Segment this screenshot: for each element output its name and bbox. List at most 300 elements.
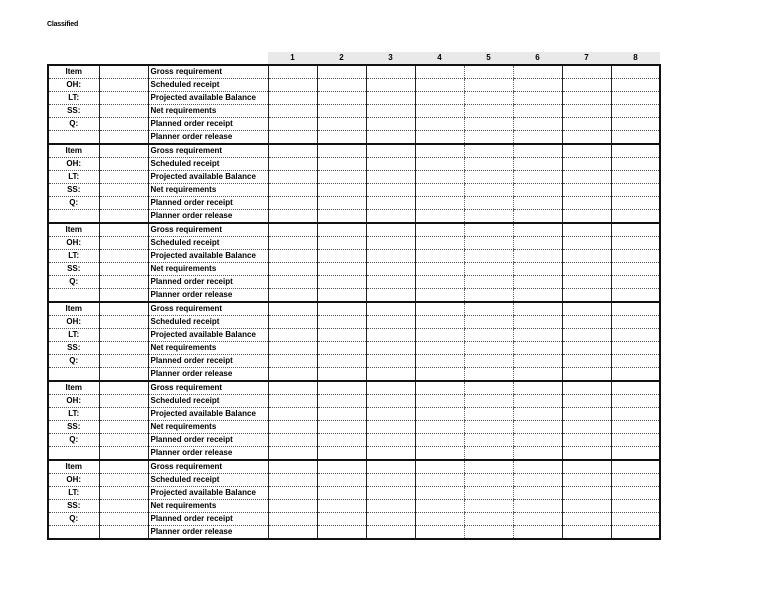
- period-cell[interactable]: [513, 65, 562, 79]
- period-cell[interactable]: [366, 316, 415, 329]
- period-cell[interactable]: [268, 105, 317, 118]
- period-cell[interactable]: [562, 144, 611, 158]
- period-cell[interactable]: [611, 144, 660, 158]
- period-cell[interactable]: [415, 79, 464, 92]
- period-cell[interactable]: [562, 408, 611, 421]
- period-cell[interactable]: [317, 355, 366, 368]
- period-cell[interactable]: [366, 276, 415, 289]
- period-cell[interactable]: [513, 474, 562, 487]
- param-value-cell[interactable]: [99, 381, 148, 395]
- period-cell[interactable]: [268, 65, 317, 79]
- param-value-cell[interactable]: [99, 105, 148, 118]
- period-cell[interactable]: [611, 526, 660, 540]
- period-cell[interactable]: [513, 105, 562, 118]
- period-cell[interactable]: [366, 434, 415, 447]
- period-cell[interactable]: [268, 289, 317, 303]
- param-value-cell[interactable]: [99, 434, 148, 447]
- period-cell[interactable]: [366, 263, 415, 276]
- period-cell[interactable]: [415, 500, 464, 513]
- period-cell[interactable]: [562, 342, 611, 355]
- period-cell[interactable]: [513, 342, 562, 355]
- param-value-cell[interactable]: [99, 329, 148, 342]
- period-cell[interactable]: [415, 460, 464, 474]
- period-cell[interactable]: [611, 92, 660, 105]
- period-cell[interactable]: [464, 368, 513, 382]
- period-cell[interactable]: [366, 395, 415, 408]
- period-cell[interactable]: [415, 131, 464, 145]
- period-cell[interactable]: [611, 368, 660, 382]
- period-cell[interactable]: [366, 171, 415, 184]
- period-cell[interactable]: [317, 395, 366, 408]
- param-value-cell[interactable]: [99, 460, 148, 474]
- period-cell[interactable]: [415, 250, 464, 263]
- period-cell[interactable]: [611, 118, 660, 131]
- period-cell[interactable]: [513, 197, 562, 210]
- period-cell[interactable]: [317, 118, 366, 131]
- period-cell[interactable]: [464, 434, 513, 447]
- period-cell[interactable]: [366, 447, 415, 461]
- period-cell[interactable]: [415, 342, 464, 355]
- period-cell[interactable]: [317, 276, 366, 289]
- period-cell[interactable]: [317, 105, 366, 118]
- period-cell[interactable]: [562, 289, 611, 303]
- period-cell[interactable]: [317, 526, 366, 540]
- period-cell[interactable]: [611, 210, 660, 224]
- period-cell[interactable]: [562, 395, 611, 408]
- period-cell[interactable]: [366, 79, 415, 92]
- param-value-cell[interactable]: [99, 276, 148, 289]
- period-cell[interactable]: [562, 79, 611, 92]
- period-cell[interactable]: [464, 447, 513, 461]
- period-cell[interactable]: [268, 131, 317, 145]
- period-cell[interactable]: [513, 210, 562, 224]
- period-cell[interactable]: [611, 302, 660, 316]
- period-cell[interactable]: [268, 250, 317, 263]
- period-cell[interactable]: [562, 316, 611, 329]
- period-cell[interactable]: [317, 408, 366, 421]
- period-cell[interactable]: [415, 408, 464, 421]
- period-cell[interactable]: [415, 158, 464, 171]
- period-cell[interactable]: [415, 276, 464, 289]
- period-cell[interactable]: [611, 316, 660, 329]
- period-cell[interactable]: [464, 408, 513, 421]
- period-cell[interactable]: [611, 197, 660, 210]
- period-cell[interactable]: [415, 210, 464, 224]
- period-cell[interactable]: [268, 395, 317, 408]
- period-cell[interactable]: [366, 197, 415, 210]
- period-cell[interactable]: [366, 460, 415, 474]
- period-cell[interactable]: [366, 289, 415, 303]
- period-cell[interactable]: [611, 395, 660, 408]
- period-cell[interactable]: [611, 408, 660, 421]
- period-cell[interactable]: [415, 223, 464, 237]
- period-cell[interactable]: [366, 131, 415, 145]
- period-cell[interactable]: [317, 144, 366, 158]
- period-cell[interactable]: [317, 316, 366, 329]
- period-cell[interactable]: [611, 381, 660, 395]
- period-cell[interactable]: [611, 487, 660, 500]
- period-cell[interactable]: [611, 434, 660, 447]
- period-cell[interactable]: [268, 118, 317, 131]
- period-cell[interactable]: [268, 381, 317, 395]
- period-cell[interactable]: [464, 158, 513, 171]
- period-cell[interactable]: [562, 381, 611, 395]
- param-value-cell[interactable]: [99, 92, 148, 105]
- period-cell[interactable]: [415, 513, 464, 526]
- param-value-cell[interactable]: [99, 184, 148, 197]
- period-cell[interactable]: [366, 92, 415, 105]
- period-cell[interactable]: [268, 355, 317, 368]
- period-cell[interactable]: [562, 368, 611, 382]
- period-cell[interactable]: [464, 171, 513, 184]
- period-cell[interactable]: [464, 500, 513, 513]
- period-cell[interactable]: [464, 131, 513, 145]
- period-cell[interactable]: [317, 171, 366, 184]
- period-cell[interactable]: [562, 513, 611, 526]
- period-cell[interactable]: [415, 329, 464, 342]
- period-cell[interactable]: [268, 368, 317, 382]
- period-cell[interactable]: [317, 158, 366, 171]
- period-cell[interactable]: [366, 237, 415, 250]
- param-value-cell[interactable]: [99, 355, 148, 368]
- period-cell[interactable]: [317, 421, 366, 434]
- period-cell[interactable]: [415, 474, 464, 487]
- period-cell[interactable]: [317, 237, 366, 250]
- period-cell[interactable]: [562, 197, 611, 210]
- period-cell[interactable]: [415, 92, 464, 105]
- period-cell[interactable]: [268, 210, 317, 224]
- period-cell[interactable]: [611, 237, 660, 250]
- period-cell[interactable]: [317, 474, 366, 487]
- period-cell[interactable]: [611, 421, 660, 434]
- period-cell[interactable]: [415, 289, 464, 303]
- param-value-cell[interactable]: [99, 210, 148, 224]
- period-cell[interactable]: [415, 237, 464, 250]
- param-value-cell[interactable]: [99, 302, 148, 316]
- period-cell[interactable]: [415, 447, 464, 461]
- period-cell[interactable]: [464, 460, 513, 474]
- period-cell[interactable]: [317, 250, 366, 263]
- param-value-cell[interactable]: [99, 421, 148, 434]
- period-cell[interactable]: [611, 355, 660, 368]
- period-cell[interactable]: [317, 500, 366, 513]
- period-cell[interactable]: [513, 408, 562, 421]
- param-value-cell[interactable]: [99, 158, 148, 171]
- period-cell[interactable]: [562, 434, 611, 447]
- period-cell[interactable]: [611, 474, 660, 487]
- period-cell[interactable]: [415, 368, 464, 382]
- period-cell[interactable]: [562, 250, 611, 263]
- period-cell[interactable]: [562, 118, 611, 131]
- period-cell[interactable]: [562, 92, 611, 105]
- period-cell[interactable]: [268, 526, 317, 540]
- period-cell[interactable]: [562, 105, 611, 118]
- period-cell[interactable]: [464, 289, 513, 303]
- param-value-cell[interactable]: [99, 197, 148, 210]
- period-cell[interactable]: [562, 223, 611, 237]
- period-cell[interactable]: [562, 210, 611, 224]
- period-cell[interactable]: [366, 342, 415, 355]
- period-cell[interactable]: [317, 460, 366, 474]
- param-value-cell[interactable]: [99, 223, 148, 237]
- period-cell[interactable]: [513, 316, 562, 329]
- period-cell[interactable]: [513, 460, 562, 474]
- period-cell[interactable]: [317, 447, 366, 461]
- period-cell[interactable]: [317, 368, 366, 382]
- period-cell[interactable]: [268, 197, 317, 210]
- period-cell[interactable]: [513, 158, 562, 171]
- period-cell[interactable]: [366, 329, 415, 342]
- period-cell[interactable]: [366, 250, 415, 263]
- param-value-cell[interactable]: [99, 526, 148, 540]
- param-value-cell[interactable]: [99, 250, 148, 263]
- period-cell[interactable]: [366, 105, 415, 118]
- period-cell[interactable]: [611, 223, 660, 237]
- period-cell[interactable]: [415, 105, 464, 118]
- period-cell[interactable]: [562, 355, 611, 368]
- period-cell[interactable]: [464, 210, 513, 224]
- period-cell[interactable]: [464, 342, 513, 355]
- period-cell[interactable]: [611, 447, 660, 461]
- period-cell[interactable]: [513, 500, 562, 513]
- period-cell[interactable]: [513, 421, 562, 434]
- param-value-cell[interactable]: [99, 513, 148, 526]
- period-cell[interactable]: [464, 395, 513, 408]
- period-cell[interactable]: [317, 210, 366, 224]
- period-cell[interactable]: [611, 460, 660, 474]
- period-cell[interactable]: [415, 316, 464, 329]
- period-cell[interactable]: [513, 223, 562, 237]
- period-cell[interactable]: [415, 65, 464, 79]
- period-cell[interactable]: [366, 513, 415, 526]
- period-cell[interactable]: [415, 197, 464, 210]
- period-cell[interactable]: [415, 171, 464, 184]
- period-cell[interactable]: [464, 487, 513, 500]
- period-cell[interactable]: [464, 79, 513, 92]
- period-cell[interactable]: [513, 263, 562, 276]
- period-cell[interactable]: [317, 381, 366, 395]
- period-cell[interactable]: [464, 184, 513, 197]
- period-cell[interactable]: [611, 276, 660, 289]
- period-cell[interactable]: [464, 316, 513, 329]
- period-cell[interactable]: [513, 276, 562, 289]
- period-cell[interactable]: [464, 421, 513, 434]
- period-cell[interactable]: [464, 329, 513, 342]
- period-cell[interactable]: [268, 434, 317, 447]
- period-cell[interactable]: [513, 184, 562, 197]
- param-value-cell[interactable]: [99, 487, 148, 500]
- period-cell[interactable]: [366, 210, 415, 224]
- period-cell[interactable]: [268, 158, 317, 171]
- period-cell[interactable]: [464, 474, 513, 487]
- period-cell[interactable]: [611, 500, 660, 513]
- period-cell[interactable]: [366, 184, 415, 197]
- period-cell[interactable]: [611, 79, 660, 92]
- period-cell[interactable]: [611, 263, 660, 276]
- period-cell[interactable]: [268, 408, 317, 421]
- period-cell[interactable]: [366, 118, 415, 131]
- period-cell[interactable]: [562, 237, 611, 250]
- period-cell[interactable]: [513, 250, 562, 263]
- param-value-cell[interactable]: [99, 79, 148, 92]
- period-cell[interactable]: [464, 223, 513, 237]
- param-value-cell[interactable]: [99, 131, 148, 145]
- period-cell[interactable]: [415, 184, 464, 197]
- period-cell[interactable]: [562, 184, 611, 197]
- period-cell[interactable]: [611, 171, 660, 184]
- period-cell[interactable]: [513, 302, 562, 316]
- period-cell[interactable]: [317, 329, 366, 342]
- period-cell[interactable]: [464, 237, 513, 250]
- period-cell[interactable]: [268, 223, 317, 237]
- period-cell[interactable]: [464, 526, 513, 540]
- period-cell[interactable]: [611, 158, 660, 171]
- period-cell[interactable]: [366, 421, 415, 434]
- period-cell[interactable]: [464, 105, 513, 118]
- period-cell[interactable]: [268, 276, 317, 289]
- period-cell[interactable]: [464, 513, 513, 526]
- period-cell[interactable]: [562, 276, 611, 289]
- period-cell[interactable]: [415, 434, 464, 447]
- period-cell[interactable]: [366, 355, 415, 368]
- period-cell[interactable]: [366, 487, 415, 500]
- period-cell[interactable]: [268, 421, 317, 434]
- period-cell[interactable]: [415, 526, 464, 540]
- period-cell[interactable]: [513, 487, 562, 500]
- period-cell[interactable]: [513, 118, 562, 131]
- period-cell[interactable]: [562, 302, 611, 316]
- period-cell[interactable]: [268, 500, 317, 513]
- period-cell[interactable]: [366, 500, 415, 513]
- period-cell[interactable]: [366, 474, 415, 487]
- param-value-cell[interactable]: [99, 263, 148, 276]
- param-value-cell[interactable]: [99, 65, 148, 79]
- period-cell[interactable]: [415, 421, 464, 434]
- period-cell[interactable]: [268, 342, 317, 355]
- period-cell[interactable]: [317, 197, 366, 210]
- period-cell[interactable]: [464, 144, 513, 158]
- period-cell[interactable]: [611, 65, 660, 79]
- period-cell[interactable]: [268, 474, 317, 487]
- period-cell[interactable]: [562, 171, 611, 184]
- period-cell[interactable]: [513, 355, 562, 368]
- period-cell[interactable]: [415, 395, 464, 408]
- param-value-cell[interactable]: [99, 342, 148, 355]
- period-cell[interactable]: [366, 144, 415, 158]
- period-cell[interactable]: [611, 131, 660, 145]
- period-cell[interactable]: [268, 144, 317, 158]
- period-cell[interactable]: [317, 65, 366, 79]
- period-cell[interactable]: [513, 395, 562, 408]
- period-cell[interactable]: [464, 65, 513, 79]
- period-cell[interactable]: [317, 79, 366, 92]
- period-cell[interactable]: [268, 447, 317, 461]
- period-cell[interactable]: [611, 250, 660, 263]
- period-cell[interactable]: [513, 434, 562, 447]
- period-cell[interactable]: [268, 263, 317, 276]
- period-cell[interactable]: [366, 302, 415, 316]
- period-cell[interactable]: [562, 474, 611, 487]
- period-cell[interactable]: [513, 237, 562, 250]
- period-cell[interactable]: [317, 487, 366, 500]
- period-cell[interactable]: [562, 263, 611, 276]
- period-cell[interactable]: [562, 447, 611, 461]
- period-cell[interactable]: [366, 381, 415, 395]
- period-cell[interactable]: [611, 289, 660, 303]
- period-cell[interactable]: [464, 355, 513, 368]
- param-value-cell[interactable]: [99, 500, 148, 513]
- period-cell[interactable]: [415, 263, 464, 276]
- period-cell[interactable]: [317, 289, 366, 303]
- period-cell[interactable]: [611, 105, 660, 118]
- period-cell[interactable]: [366, 158, 415, 171]
- period-cell[interactable]: [464, 263, 513, 276]
- period-cell[interactable]: [562, 460, 611, 474]
- period-cell[interactable]: [513, 131, 562, 145]
- period-cell[interactable]: [366, 223, 415, 237]
- period-cell[interactable]: [268, 171, 317, 184]
- period-cell[interactable]: [562, 500, 611, 513]
- period-cell[interactable]: [268, 460, 317, 474]
- param-value-cell[interactable]: [99, 316, 148, 329]
- period-cell[interactable]: [317, 434, 366, 447]
- period-cell[interactable]: [562, 158, 611, 171]
- period-cell[interactable]: [317, 223, 366, 237]
- period-cell[interactable]: [464, 302, 513, 316]
- period-cell[interactable]: [464, 92, 513, 105]
- period-cell[interactable]: [562, 131, 611, 145]
- period-cell[interactable]: [268, 302, 317, 316]
- period-cell[interactable]: [317, 184, 366, 197]
- period-cell[interactable]: [513, 368, 562, 382]
- param-value-cell[interactable]: [99, 447, 148, 461]
- period-cell[interactable]: [513, 513, 562, 526]
- period-cell[interactable]: [268, 316, 317, 329]
- period-cell[interactable]: [317, 263, 366, 276]
- period-cell[interactable]: [415, 487, 464, 500]
- period-cell[interactable]: [513, 447, 562, 461]
- period-cell[interactable]: [366, 526, 415, 540]
- period-cell[interactable]: [562, 487, 611, 500]
- period-cell[interactable]: [317, 302, 366, 316]
- period-cell[interactable]: [562, 329, 611, 342]
- param-value-cell[interactable]: [99, 368, 148, 382]
- param-value-cell[interactable]: [99, 237, 148, 250]
- period-cell[interactable]: [268, 92, 317, 105]
- period-cell[interactable]: [513, 79, 562, 92]
- period-cell[interactable]: [268, 184, 317, 197]
- period-cell[interactable]: [317, 342, 366, 355]
- period-cell[interactable]: [562, 526, 611, 540]
- period-cell[interactable]: [464, 276, 513, 289]
- period-cell[interactable]: [562, 421, 611, 434]
- period-cell[interactable]: [317, 513, 366, 526]
- period-cell[interactable]: [464, 197, 513, 210]
- period-cell[interactable]: [464, 250, 513, 263]
- period-cell[interactable]: [611, 184, 660, 197]
- param-value-cell[interactable]: [99, 171, 148, 184]
- period-cell[interactable]: [611, 342, 660, 355]
- period-cell[interactable]: [268, 79, 317, 92]
- period-cell[interactable]: [415, 144, 464, 158]
- period-cell[interactable]: [513, 329, 562, 342]
- param-value-cell[interactable]: [99, 289, 148, 303]
- period-cell[interactable]: [513, 289, 562, 303]
- period-cell[interactable]: [513, 92, 562, 105]
- period-cell[interactable]: [268, 487, 317, 500]
- period-cell[interactable]: [415, 355, 464, 368]
- param-value-cell[interactable]: [99, 118, 148, 131]
